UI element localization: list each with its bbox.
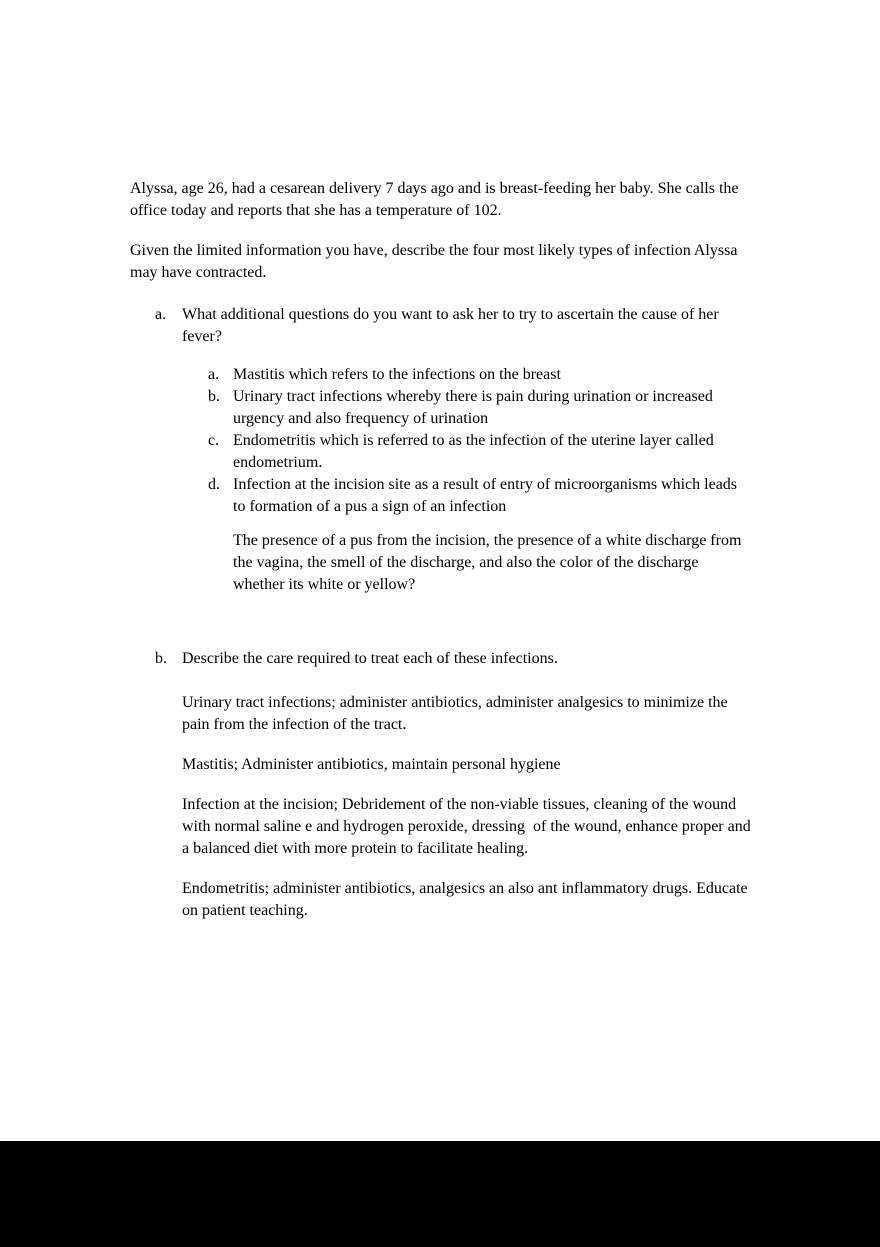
bottom-black-bar [0,1141,880,1247]
question-a-item [155,304,752,364]
prompt-paragraph: Given the limited information you have, describe the four most likely types of infection Alyssa may have contracted. [130,242,742,281]
question-a-text: What additional questions do you want to ask her to try to ascertain the cause of her fever? [182,306,723,345]
question-a-marker: a. [155,306,167,323]
question-b-marker: b. [155,650,167,667]
followup-questions-paragraph: The presence of a pus from the incision, the presence of a white discharge from the vagina, the smell of the discharge, and also the color of the discharge whether its white or yellow? [233,532,746,593]
infection-item-endometritis [208,430,752,474]
infection-item-marker: c. [208,432,220,449]
infection-item-text: Urinary tract infections whereby there is pain during urination or increased urgency and also frequency of urination [233,388,717,427]
infection-item-mastitis [208,364,752,386]
care-paragraph-incision: Infection at the incision; Debridement of the non-viable tissues, cleaning of the wound with normal saline e and hydrogen peroxide, dressing of the wound, enhance proper and a balanced diet with more protein to facilitate healing. [182,796,755,857]
care-paragraph-uti: Urinary tract infections; administer antibiotics, administer analgesics to minimize the pain from the infection of the tract. [182,694,732,733]
infection-item-marker: d. [208,476,220,493]
infection-item-text: Mastitis which refers to the infections on the breast [233,366,561,383]
case-description-paragraph: Alyssa, age 26, had a cesarean delivery 7 days ago and is breast-feeding her baby. She calls the office today and reports that she has a temperature of 102. [130,180,743,219]
care-paragraph-endometritis: Endometritis; administer antibiotics, analgesics an also ant inflammatory drugs. Educate on patient teaching. [182,880,752,919]
infection-item-text: Infection at the incision site as a result of entry of microorganisms which leads to formation of a pus a sign of an infection [233,476,742,515]
infection-item-text: Endometritis which is referred to as the infection of the uterine layer called endometrium. [233,432,718,471]
infection-item-marker: b. [208,388,220,405]
care-paragraph-mastitis: Mastitis; Administer antibiotics, maintain personal hygiene [182,756,561,773]
infection-sub-list [130,364,752,518]
question-b-text: Describe the care required to treat each of these infections. [182,650,558,667]
question-b-item [155,648,752,692]
infection-item-marker: a. [208,366,220,383]
infection-item-incision [208,474,752,518]
infection-item-uti [208,386,752,430]
